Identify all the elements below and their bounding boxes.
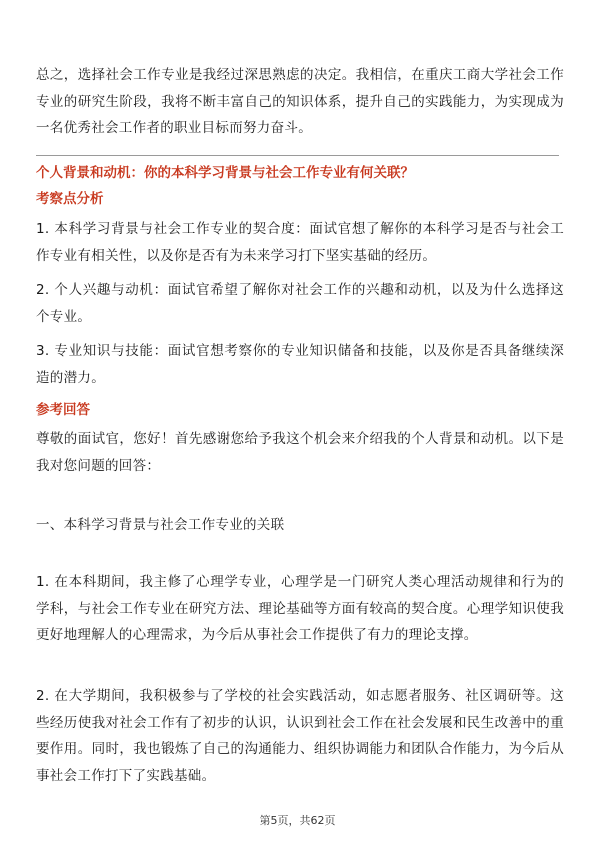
answer-item: 2. 在大学期间，我积极参与了学校的社会实践活动，如志愿者服务、社区调研等。这些经历使我对社会工作有了初步的认识，认识到社会工作在社会发展和民生改善中的重要作用。同时，我也锻炼了自己的沟通能力、组织协调能力和团队合作能力，为今后从事社会工作打下了实践基础。 — [36, 688, 564, 784]
page-footer: 第5页，共62页 — [259, 814, 336, 827]
question-heading: 个人背景和动机：你的本科学习背景与社会工作专业有何关联？ — [36, 165, 414, 181]
analysis-heading: 考察点分析 — [36, 191, 104, 207]
answer-heading: 参考回答 — [36, 402, 90, 418]
analysis-point: 3. 专业知识与技能：面试官想考察你的专业知识储备和技能，以及你是否具备继续深造的潜力。 — [36, 343, 564, 386]
section-divider — [36, 155, 559, 156]
answer-section-title: 一、本科学习背景与社会工作专业的关联 — [36, 517, 285, 533]
answer-greeting: 尊敬的面试官，您好！首先感谢您给予我这个机会来介绍我的个人背景和动机。以下是我对您问题的回答： — [36, 431, 564, 474]
intro-paragraph: 总之，选择社会工作专业是我经过深思熟虑的决定。我相信，在重庆工商大学社会工作专业的研究生阶段，我将不断丰富自己的知识体系，提升自己的实践能力，为实现成为一名优秀社会工作者的职业目标而努力奋斗。 — [36, 67, 564, 136]
answer-item: 1. 在本科期间，我主修了心理学专业，心理学是一门研究人类心理活动规律和行为的学科，与社会工作专业在研究方法、理论基础等方面有较高的契合度。心理学知识使我更好地理解人的心理需求，为今后从事社会工作提供了有力的理论支撑。 — [36, 574, 564, 643]
analysis-point: 1. 本科学习背景与社会工作专业的契合度：面试官想了解你的本科学习是否与社会工作专业有相关性，以及你是否有为未来学习打下坚实基础的经历。 — [36, 221, 564, 264]
analysis-point: 2. 个人兴趣与动机：面试官希望了解你对社会工作的兴趣和动机，以及为什么选择这个专业。 — [36, 282, 564, 325]
